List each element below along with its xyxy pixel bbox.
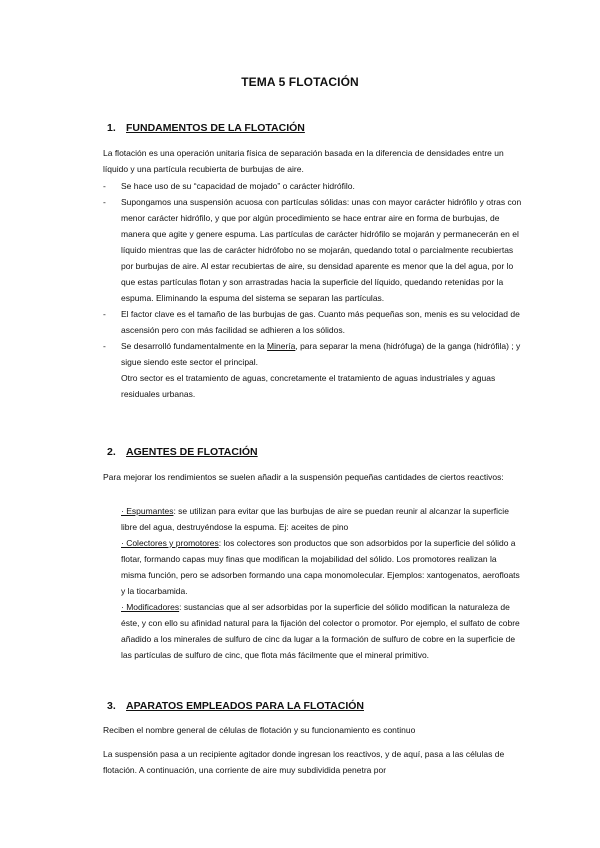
bullet-extra-text: Otro sector es el tratamiento de aguas, concretamente el tratamiento de aguas industriales y aguas residuales urbanas. bbox=[121, 373, 496, 399]
list-item: - El factor clave es el tamaño de las burbujas de gas. Cuanto más pequeñas son, menis es su velocidad de ascensión pero con más facilidad se adhieren a los sólidos. bbox=[103, 309, 520, 335]
espumantes-text: : se utilizan para evitar que las burbujas de aire se puedan reunir al alcanzar la superficie libre del agua, destruyéndose la espuma. Ej: aceites de pino bbox=[121, 506, 509, 532]
section-3-paragraph-1: Reciben el nombre general de células de flotación y su funcionamiento es continuo bbox=[103, 725, 416, 735]
section-2-number: 2. bbox=[107, 446, 116, 458]
section-3-number: 3. bbox=[107, 700, 116, 712]
bullet-text: Supongamos una suspensión acuosa con partículas sólidas: unas con mayor carácter hidrófilo y otras con menor carácter hidrófilo, y que por algún procedimiento se hace entrar aire en forma de burbujas, de manera que agite y genere espuma. Las partículas de carácter hidrófilo se mojarán y permanecerán en el líquido mientras que las de carácter hidrófobo no se mojarán, quedando total o parcialmente recubiertas por burbujas de aire. Al estar recubiertas de aire, su densidad aparente es menor que la del agua, por lo que estas partículas flotan y son arrastradas hacia la superficie del líquido, quedando retenidas por la espuma. Eliminando la espuma del sistema se separan las partículas. bbox=[121, 197, 522, 303]
page-title: TEMA 5 FLOTACIÓN bbox=[241, 75, 359, 89]
bullet-text-start: Se desarrolló fundamentalmente en la bbox=[121, 341, 268, 351]
section-3-title: APARATOS EMPLEADOS PARA LA FLOTACIÓN bbox=[126, 700, 364, 712]
list-item: - Se hace uso de su “capacidad de mojado” o carácter hidrófilo. bbox=[103, 181, 355, 191]
reagents-list bbox=[121, 503, 523, 663]
mineria-link[interactable]: Minería bbox=[267, 341, 296, 351]
espumantes-label: · Espumantes bbox=[121, 506, 174, 516]
section-2-heading bbox=[107, 446, 258, 458]
section-3-paragraph-2: La suspensión pasa a un recipiente agitador donde ingresan los reactivos, y de aquí, pasa a las células de flotación. A continuación, una corriente de aire muy subdividida penetra por bbox=[103, 749, 505, 775]
section-3-heading bbox=[107, 700, 364, 712]
modificadores-label: · Modificadores bbox=[121, 602, 180, 612]
section-1-bullet-list bbox=[103, 178, 523, 402]
section-2-title: AGENTES DE FLOTACIÓN bbox=[126, 446, 258, 458]
bullet-text-end: , para separar la mena (hidrófuga) de la ganga (hidrófila) ; y sigue siendo este sector el principal. bbox=[121, 341, 521, 367]
list-item: - Supongamos una suspensión acuosa con partículas sólidas: unas con mayor carácter hidrófilo y otras con menor carácter hidrófilo, y que por algún procedimiento se hace entrar aire en forma de burbujas, de manera que agite y genere espuma. Las partículas de carácter hidrófilo se mojarán y permanecerán en el líquido mientras que las de carácter hidrófobo no se mojarán, quedando total o parcialmente recubiertas por burbujas de aire. Al estar recubiertas de aire, su densidad aparente es menor que la del agua, por lo que estas partículas flotan y son arrastradas hacia la superficie del líquido, quedando retenidas por la espuma. Eliminando la espuma del sistema se separan las partículas. bbox=[103, 197, 522, 303]
modificadores-text: : sustancias que al ser adsorbidas por la superficie del sólido modifican la naturaleza de éste, y con ello su afinidad natural para la fijación del colector o promotor. Por ejemplo, el sulfato de cobre añadido a los minerales de sulfuro de cinc da lugar a la formación de sulfuro de cobre en la superficie de las partículas de sulfuro de cinc, que flota más fácilmente que el mineral primitivo. bbox=[121, 602, 520, 660]
bullet-text: Se hace uso de su “capacidad de mojado” o carácter hidrófilo. bbox=[121, 181, 355, 191]
section-2-intro: Para mejorar los rendimientos se suelen añadir a la suspensión pequeñas cantidades de ciertos reactivos: bbox=[103, 472, 504, 482]
list-item bbox=[121, 599, 523, 663]
list-item bbox=[121, 503, 523, 535]
section-1-heading bbox=[107, 122, 305, 134]
section-1-title: FUNDAMENTOS DE LA FLOTACIÓN bbox=[126, 122, 305, 134]
section-1-number: 1. bbox=[107, 122, 116, 134]
list-item bbox=[121, 535, 523, 599]
section-1-intro: La flotación es una operación unitaria física de separación basada en la diferencia de densidades entre un líquido y una partícula recubierta de burbujas de aire. bbox=[103, 148, 504, 174]
list-item: - Se desarrolló fundamentalmente en la Minería, para separar la mena (hidrófuga) de la ganga (hidrófila) ; y sigue siendo este sector el principal. Otro sector es el tratamiento de aguas, concretamente el tratamiento de aguas industriales y aguas residuales urbanas. bbox=[103, 341, 521, 399]
colectores-text: : los colectores son productos que son adsorbidos por la superficie del sólido a flotar, formando capas muy finas que modifican la mojabilidad del sólido. Los promotores realizan la misma función, pero se adsorben formando una capa monomolecular. Ejemplos: xantogenatos, aerofloats y la tiocarbamida. bbox=[121, 538, 520, 596]
bullet-text: El factor clave es el tamaño de las burbujas de gas. Cuanto más pequeñas son, menis es su velocidad de ascensión pero con más facilidad se adhieren a los sólidos. bbox=[121, 309, 520, 335]
colectores-label: · Colectores y promotores bbox=[121, 538, 219, 548]
